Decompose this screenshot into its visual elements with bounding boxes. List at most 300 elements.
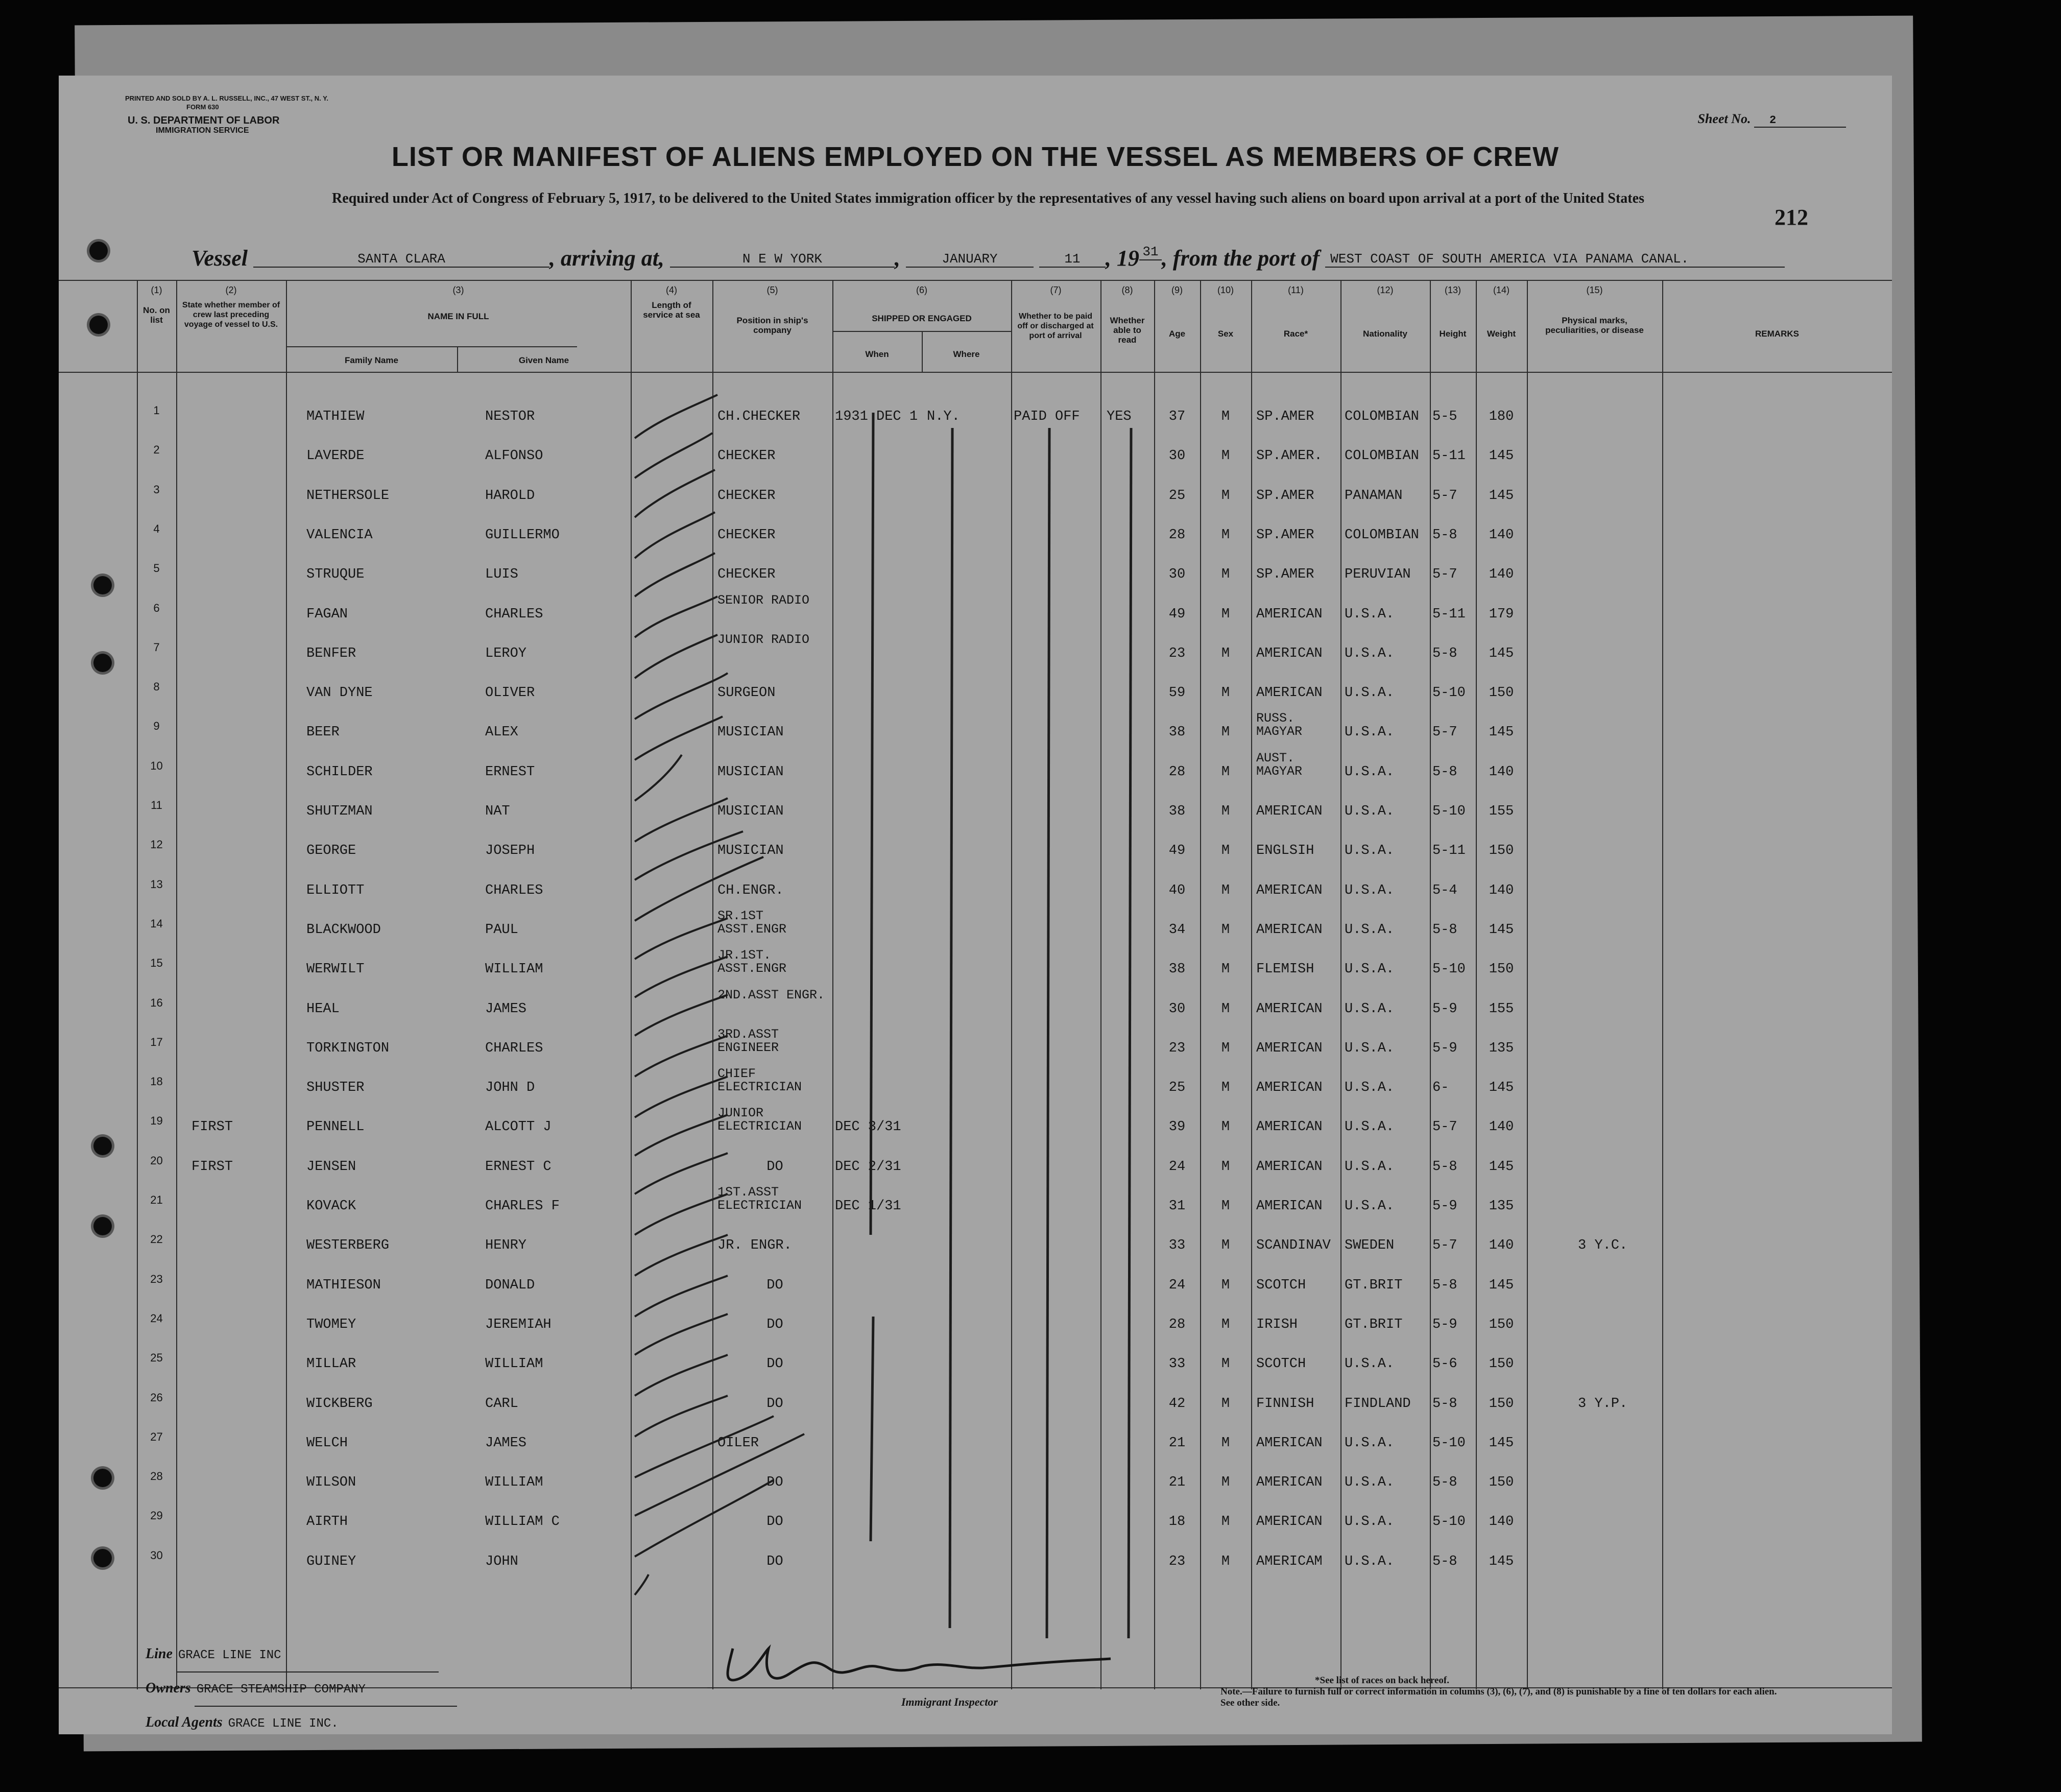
cell-when: DEC 3/31 [835,1119,901,1135]
manifest-page [59,76,1892,1734]
cell-position: JR. ENGR. [717,1238,792,1254]
cell-sex: M [1221,1001,1230,1017]
check-mark [635,596,717,637]
vessel-line: Vessel SANTA CLARA , arriving at, N E W YORK , JANUARY 11 , 19 31 , from the port of WEST COAST OF SOUTH AMERICA VIA PANAMA CANAL. [191,244,1785,271]
cell-age: 30 [1168,1001,1186,1017]
cell-no: 28 [150,1470,163,1483]
cell-given: WILLIAM C [485,1514,560,1530]
cell-weight: 150 [1489,843,1514,859]
header-remarks: REMARKS [1755,329,1799,339]
cell-sex: M [1221,764,1230,780]
cell-height: 5-11 [1432,606,1466,622]
cell-nationality: GT.BRIT [1345,1317,1403,1332]
cell-no: 30 [150,1548,163,1562]
cell-family: HEAL [306,1001,340,1017]
signature-line [707,1687,1095,1688]
cell-height: 6- [1432,1080,1449,1096]
cell-family: VAN DYNE [306,685,373,701]
cell-no: 16 [150,996,163,1009]
header-weight: Weight [1487,329,1516,339]
cell-race: AMERICAN [1256,1435,1323,1451]
cell-height: 5-11 [1432,843,1466,859]
cell-sex: M [1221,843,1230,859]
cell-nationality: U.S.A. [1345,725,1395,740]
cell-given: ALCOTT J [485,1119,552,1135]
cell-no: 24 [150,1311,163,1325]
cell-no: 29 [150,1509,163,1522]
cell-race: AMERICAN [1256,1159,1323,1175]
cell-when: 1931 DEC 1 [835,409,918,424]
cell-age: 39 [1168,1119,1186,1135]
cell-sex: M [1221,488,1230,504]
cell-height: 5-4 [1432,882,1457,898]
cell-no: 18 [150,1075,163,1088]
cell-height: 5-8 [1432,1475,1457,1491]
cell-height: 5-6 [1432,1356,1457,1372]
cell-family: SHUSTER [306,1080,365,1096]
cell-given: LUIS [485,567,518,583]
cell-height: 5-7 [1432,1119,1457,1135]
cell-race: AMERICAN [1256,1514,1323,1530]
cell-given: NAT [485,804,510,819]
cell-position: 2ND.ASST ENGR. [717,987,825,1002]
cell-family: MATHIEW [306,409,365,424]
departure-port: WEST COAST OF SOUTH AMERICA VIA PANAMA CANAL. [1325,251,1785,268]
cell-position: DO [766,1356,783,1372]
cell-sex: M [1221,606,1230,622]
agents-row [146,1707,458,1734]
cell-nationality: U.S.A. [1345,685,1395,701]
cell-given: LEROY [485,646,527,661]
cell-weight: 140 [1489,1514,1514,1530]
cell-given: PAUL [485,922,518,938]
cell-height: 5-7 [1432,725,1457,740]
cell-sex: M [1221,567,1230,583]
cell-given: WILLIAM [485,1475,543,1491]
cell-weight: 140 [1489,527,1514,543]
cell-position: CH.CHECKER [717,409,801,424]
col-number: (15) [1586,285,1603,295]
cell-weight: 145 [1489,646,1514,661]
cell-age: 49 [1168,606,1186,622]
cell-sex: M [1221,1040,1230,1056]
agents-label: Local Agents [146,1714,223,1730]
header-nationality: Nationality [1363,329,1407,339]
cell-race: SCOTCH [1256,1277,1306,1293]
header-paid-off: Whether to be paid off or discharged at port of arrival [1017,312,1094,340]
cell-race: SP.AMER. [1256,448,1323,464]
cell-family: KOVACK [306,1199,356,1214]
cell-weight: 145 [1489,1435,1514,1451]
cell-nationality: SWEDEN [1345,1238,1395,1254]
cell-race: SCANDINAV [1256,1238,1331,1254]
cell-no: 22 [150,1233,163,1246]
header-length-service: Length of service at sea [643,300,700,320]
cell-sex: M [1221,448,1230,464]
cell-age: 31 [1168,1199,1186,1214]
cell-position: MUSICIAN [717,843,784,859]
cell-position: 3RD.ASST ENGINEER [717,1026,779,1055]
cell-nationality: U.S.A. [1345,1435,1395,1451]
cell-family: AIRTH [306,1514,348,1530]
header-state-member: State whether member of crew last preceding voyage of vessel to U.S. [182,301,280,329]
cell-family: WERWILT [306,962,365,977]
cell-given: JAMES [485,1435,527,1451]
cell-age: 38 [1168,725,1186,740]
cell-age: 49 [1168,843,1186,859]
cell-age: 18 [1168,1514,1186,1530]
cell-weight: 145 [1489,1159,1514,1175]
cell-nationality: U.S.A. [1345,1080,1395,1096]
cell-age: 28 [1168,764,1186,780]
cell-no: 4 [153,522,160,535]
check-mark [635,673,728,719]
cell-position: JUNIOR RADIO [717,632,810,647]
cell-nationality: COLOMBIAN [1345,448,1419,464]
cell-weight: 135 [1489,1040,1514,1056]
cell-position: DO [766,1317,783,1332]
owners-row [146,1672,458,1707]
cell-height: 5-8 [1432,1277,1457,1293]
cell-position: MUSICIAN [717,804,784,819]
owners-value: GRACE STEAMSHIP COMPANY [195,1674,457,1707]
cell-race: FINNISH [1256,1396,1314,1412]
check-mark [635,1355,728,1396]
cell-family: ELLIOTT [306,882,365,898]
cell-no: 13 [150,877,163,891]
cell-age: 21 [1168,1475,1186,1491]
cell-position: DO [766,1277,783,1293]
cell-no: 26 [150,1391,163,1404]
cell-height: 5-9 [1432,1040,1457,1056]
cell-weight: 140 [1489,567,1514,583]
col-number: (3) [452,285,464,295]
cell-height: 5-8 [1432,764,1457,780]
cell-sex: M [1221,1554,1230,1569]
cell-no: 15 [150,957,163,970]
cell-race: ENGLSIH [1256,843,1314,859]
check-mark [635,1314,728,1355]
inspector-label: Immigrant Inspector [901,1695,998,1708]
checkmarks-and-ditto-lines [59,280,1892,1689]
cell-sex: M [1221,962,1230,977]
cell-height: 5-10 [1432,685,1466,701]
cell-age: 30 [1168,448,1186,464]
cell-race: AMERICAN [1256,685,1323,701]
cell-family: PENNELL [306,1119,365,1135]
cell-nationality: U.S.A. [1345,1159,1395,1175]
year-suffix: 31 [1139,244,1162,260]
cell-nationality: U.S.A. [1345,1554,1395,1569]
cell-race: AMERICAN [1256,606,1323,622]
printer-line: PRINTED AND SOLD BY A. L. RUSSELL, INC., 47 WEST ST., N. Y. [125,94,328,102]
check-mark [635,1276,728,1317]
cell-nationality: U.S.A. [1345,962,1395,977]
cell-position: DO [766,1396,783,1412]
ditto-line-able-read [1129,428,1131,1638]
header-name-in-full: NAME IN FULL [427,312,489,321]
cell-no: 6 [153,601,160,614]
cell-height: 5-5 [1432,409,1457,424]
cell-height: 5-9 [1432,1317,1457,1332]
sheet-label: Sheet No. [1697,111,1751,126]
cell-sex: M [1221,685,1230,701]
cell-race: AMERICAN [1256,1475,1323,1491]
cell-weight: 145 [1489,1080,1514,1096]
cell-no: 7 [153,640,160,654]
col-number: (12) [1377,285,1394,295]
sheet-number [1698,111,1847,128]
cell-nationality: U.S.A. [1345,606,1395,622]
cell-member: FIRST [191,1159,233,1175]
check-mark [635,470,715,517]
header-height: Height [1439,329,1467,339]
check-mark [635,1036,728,1077]
col-number: (5) [766,285,778,295]
cell-position: 1ST.ASST ELECTRICIAN [717,1185,802,1213]
cell-no: 12 [150,838,163,851]
cell-nationality: U.S.A. [1345,1475,1395,1491]
cell-race: AMERICAN [1256,1119,1323,1135]
cell-race: RUSS. MAGYAR [1256,711,1303,739]
cell-given: ALFONSO [485,448,543,464]
arriving-label: , arriving at, [549,246,664,271]
cell-sex: M [1221,1080,1230,1096]
cell-given: ERNEST C [485,1159,552,1175]
cell-nationality: U.S.A. [1345,1001,1395,1017]
cell-family: WELCH [306,1435,348,1451]
cell-nationality: U.S.A. [1345,1356,1395,1372]
cell-family: SCHILDER [306,764,373,780]
arrival-day: 11 [1039,251,1106,268]
cell-height: 5-10 [1432,1435,1466,1451]
cell-height: 5-9 [1432,1199,1457,1214]
cell-position: CHECKER [717,488,776,504]
cell-age: 24 [1168,1277,1186,1293]
cell-family: LAVERDE [306,448,365,464]
cell-nationality: U.S.A. [1345,804,1395,819]
cell-no: 8 [153,680,160,694]
check-mark [635,1396,728,1437]
cell-family: NETHERSOLE [306,488,390,504]
cell-age: 28 [1168,527,1186,543]
cell-weight: 155 [1489,1001,1514,1017]
cell-race: AUST. MAGYAR [1256,750,1303,779]
cell-given: OLIVER [485,685,535,701]
check-mark [635,635,717,678]
races-note: *See list of races on back hereof. [1315,1675,1449,1686]
cell-given: JEREMIAH [485,1317,552,1332]
cell-height: 5-8 [1432,922,1457,938]
cell-position: DO [766,1554,783,1569]
check-mark [635,1115,728,1156]
cell-sex: M [1221,1199,1230,1214]
check-mark [635,433,712,478]
cell-age: 42 [1168,1396,1186,1412]
cell-weight: 179 [1489,606,1514,622]
cell-weight: 145 [1489,725,1514,740]
cell-race: SP.AMER [1256,488,1314,504]
cell-family: BEER [306,725,340,740]
cell-nationality: U.S.A. [1345,764,1395,780]
cell-family: MATHIESON [306,1277,381,1293]
check-mark [635,512,715,558]
crew-table [59,280,1892,1689]
cell-nationality: U.S.A. [1345,1514,1395,1530]
cell-no: 10 [150,759,163,772]
cell-age: 28 [1168,1317,1186,1332]
header-position: Position in ship's company [736,316,808,335]
cell-race: AMERICAN [1256,1080,1323,1096]
check-mark [635,1194,728,1235]
cell-family: WICKBERG [306,1396,373,1412]
cell-weight: 140 [1489,764,1514,780]
col-number: (7) [1050,285,1062,295]
cell-sex: M [1221,1277,1230,1293]
cell-family: WILSON [306,1475,356,1491]
cell-sex: M [1221,1119,1230,1135]
line-row [146,1638,458,1672]
cell-position: CHECKER [717,448,776,464]
cell-weight: 145 [1489,1277,1514,1293]
cell-height: 5-9 [1432,1001,1457,1017]
header-able-read: Whether able to read [1110,316,1145,345]
page-title: LIST OR MANIFEST OF ALIENS EMPLOYED ON THE VESSEL AS MEMBERS OF CREW [391,141,1560,172]
cell-no: 1 [153,404,160,417]
cell-given: WILLIAM [485,962,543,977]
col-number: (6) [916,285,927,295]
cell-given: HAROLD [485,488,535,504]
cell-position: SENIOR RADIO [717,592,810,608]
cell-sex: M [1221,409,1230,424]
ditto-line-where [950,428,952,1628]
cell-family: FAGAN [306,606,348,622]
cell-no: 23 [150,1272,163,1285]
cell-sex: M [1221,646,1230,661]
cell-race: AMERICAN [1256,804,1323,819]
cell-when: DEC 2/31 [835,1159,901,1175]
cell-nationality: U.S.A. [1345,843,1395,859]
cell-nationality: U.S.A. [1345,1040,1395,1056]
check-mark [635,1235,728,1276]
cell-given: DONALD [485,1277,535,1293]
check-mark [635,918,728,959]
printer-imprint [125,94,328,111]
cell-position: CHECKER [717,567,776,583]
cell-sex: M [1221,1238,1230,1254]
cell-family: SHUTZMAN [306,804,373,819]
cell-race: SP.AMER [1256,567,1314,583]
cell-family: BENFER [306,646,356,661]
cell-sex: M [1221,1435,1230,1451]
cell-race: SCOTCH [1256,1356,1306,1372]
cell-age: 40 [1168,882,1186,898]
cell-given: NESTOR [485,409,535,424]
cell-family: VALENCIA [306,527,373,543]
cell-race: AMERICAN [1256,882,1323,898]
cell-height: 5-7 [1432,567,1457,583]
cell-age: 25 [1168,1080,1186,1096]
cell-family: GEORGE [306,843,356,859]
col-number: (4) [666,285,677,295]
header-given-name: Given Name [518,355,569,365]
cell-no: 27 [150,1430,163,1443]
header-family-name: Family Name [345,355,398,365]
check-mark [635,957,728,997]
cell-nationality: U.S.A. [1345,922,1395,938]
footnote [1220,1675,1782,1709]
cell-race: AMERICAN [1256,1040,1323,1056]
cell-position: CH.ENGR. [717,882,784,898]
cell-weight: 150 [1489,1317,1514,1332]
cell-family: GUINEY [306,1554,356,1569]
cell-race: AMERICAN [1256,1001,1323,1017]
cell-sex: M [1221,922,1230,938]
cell-age: 25 [1168,488,1186,504]
cell-where: N.Y. [927,409,960,424]
cell-height: 5-8 [1432,1396,1457,1412]
agents-value: GRACE LINE INC. [226,1708,458,1734]
cell-given: CHARLES [485,882,543,898]
cell-no: 25 [150,1351,163,1365]
check-mark [635,1480,774,1557]
col-number: (10) [1217,285,1234,295]
cell-when: DEC 1/31 [835,1199,901,1214]
cell-given: JOHN D [485,1080,535,1096]
cell-given: HENRY [485,1238,527,1254]
cell-weight: 145 [1489,922,1514,938]
requirement-text: Required under Act of Congress of February 5, 1917, to be delivered to the United States immigration officer by the representatives of any vessel having such aliens on board upon arrival at a port of the United States [332,190,1644,206]
header-no-on-list: No. on list [143,305,170,325]
cell-weight: 180 [1489,409,1514,424]
ditto-line-when [871,1317,873,1541]
cell-weight: 150 [1489,1396,1514,1412]
col-number: (2) [225,285,237,295]
cell-weight: 150 [1489,962,1514,977]
cell-nationality: PERUVIAN [1345,567,1411,583]
cell-nationality: FINDLAND [1345,1396,1411,1412]
cell-no: 14 [150,917,163,930]
cell-race: AMERICAN [1256,1199,1323,1214]
ditto-line-when [871,413,873,1235]
cell-no: 2 [153,443,160,457]
cell-given: CHARLES [485,1040,543,1056]
check-mark [635,716,723,760]
cell-position: DO [766,1475,783,1491]
cell-race: AMERICAM [1256,1554,1323,1569]
year-prefix: 19 [1116,246,1139,271]
cell-weight: 140 [1489,1238,1514,1254]
header-sex: Sex [1217,329,1234,339]
cell-no: 17 [150,1035,163,1048]
cell-position: MUSICIAN [717,725,784,740]
cell-age: 30 [1168,567,1186,583]
header-where: Where [953,349,980,359]
cell-given: GUILLERMO [485,527,560,543]
cell-nationality: U.S.A. [1345,1119,1395,1135]
cell-age: 24 [1168,1159,1186,1175]
department-heading [128,115,279,136]
cell-no: 21 [150,1193,163,1206]
from-label: , from the port of [1161,246,1320,271]
cell-age: 23 [1168,646,1186,661]
cell-read: YES [1107,409,1132,424]
cell-position: SURGEON [717,685,776,701]
cell-no: 9 [153,720,160,733]
cell-nationality: U.S.A. [1345,646,1395,661]
inspector-signature [707,1638,1116,1694]
cell-nationality: COLOMBIAN [1345,409,1419,424]
